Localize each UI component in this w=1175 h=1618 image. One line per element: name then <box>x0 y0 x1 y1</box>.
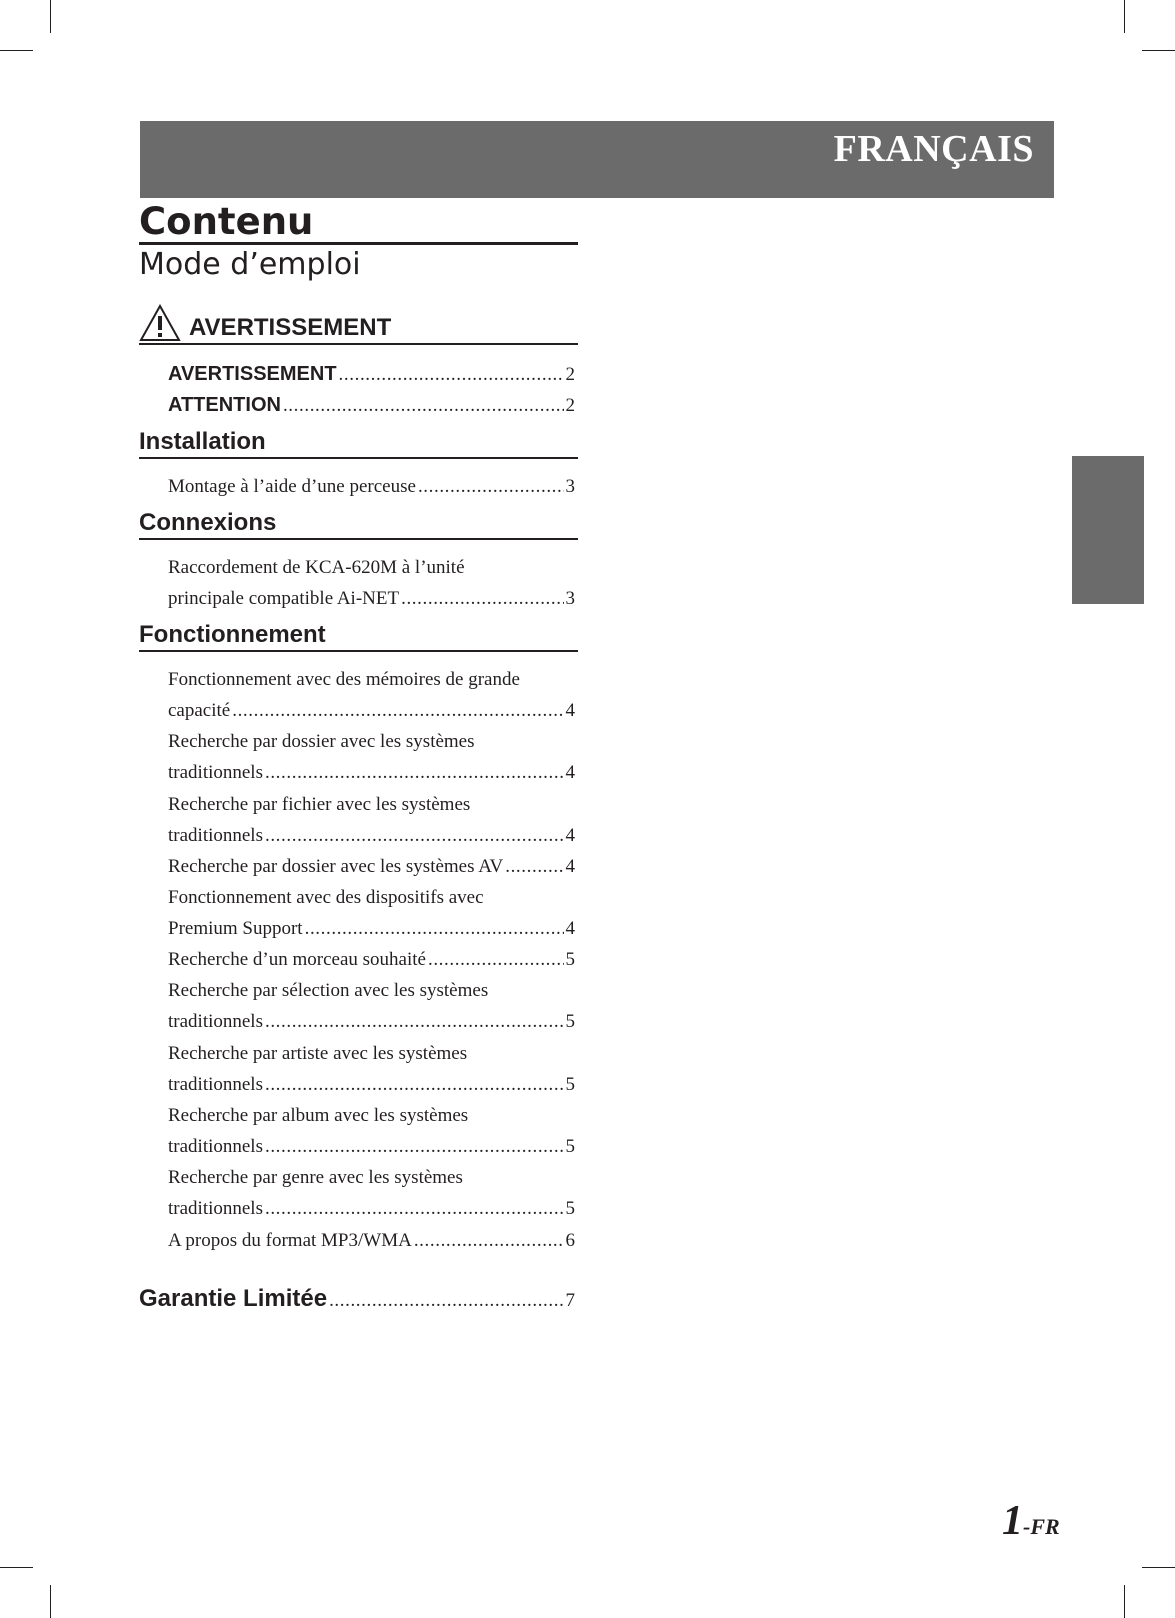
toc-entry[interactable]: AVERTISSEMENT ..... 2 <box>168 362 575 387</box>
section-heading-warning: AVERTISSEMENT <box>139 304 578 345</box>
toc-entry[interactable]: traditionnels ..... 5 <box>168 1135 575 1159</box>
toc-entry-line1[interactable]: Raccordement de KCA-620M à l’unité <box>168 557 465 578</box>
toc-entry[interactable]: Montage à l’aide d’une perceuse ..... 3 <box>168 475 575 499</box>
toc-entry[interactable]: capacité ..... 4 <box>168 699 575 723</box>
crop-mark <box>1142 1567 1175 1568</box>
section-heading-fonctionnement: Fonctionnement <box>139 621 578 652</box>
toc-entry[interactable]: Recherche d’un morceau souhaité ..... 5 <box>168 948 575 972</box>
toc-entry[interactable]: ATTENTION ..... 2 <box>168 393 575 418</box>
toc-entry[interactable]: Premium Support ..... 4 <box>168 917 575 941</box>
toc-entry[interactable]: A propos du format MP3/WMA ..... 6 <box>168 1229 575 1253</box>
crop-mark <box>50 1585 51 1618</box>
toc-entry-line1[interactable]: Fonctionnement avec des mémoires de grande <box>168 669 520 690</box>
section-heading-connexions: Connexions <box>139 509 578 540</box>
language-header-bar <box>140 121 1054 198</box>
toc-entry-line1[interactable]: Recherche par dossier avec les systèmes <box>168 731 475 752</box>
side-thumb-tab <box>1072 456 1144 604</box>
crop-mark <box>50 0 51 33</box>
toc-entry[interactable]: Recherche par dossier avec les systèmes AV ..... 4 <box>168 855 575 879</box>
toc-entry[interactable]: traditionnels ..... 5 <box>168 1197 575 1221</box>
toc-entry[interactable]: traditionnels ..... 4 <box>168 824 575 848</box>
toc-entry[interactable]: traditionnels ..... 4 <box>168 761 575 785</box>
page-number: 1-FR <box>1002 1498 1060 1544</box>
crop-mark <box>0 50 33 51</box>
toc-entry-line1[interactable]: Recherche par genre avec les systèmes <box>168 1167 463 1188</box>
warning-triangle-icon <box>139 304 181 342</box>
toc-entry[interactable]: traditionnels ..... 5 <box>168 1073 575 1097</box>
section-heading-installation: Installation <box>139 428 578 459</box>
toc-entry-line1[interactable]: Recherche par fichier avec les systèmes <box>168 794 471 815</box>
toc-entry-line1[interactable]: Fonctionnement avec des dispositifs avec <box>168 887 484 908</box>
crop-mark <box>0 1567 33 1568</box>
language-title: FRANÇAIS <box>833 128 1034 170</box>
page-title: Contenu <box>139 198 578 245</box>
crop-mark <box>1124 1585 1125 1618</box>
crop-mark <box>1142 50 1175 51</box>
toc-entry[interactable]: principale compatible Ai-NET ..... 3 <box>168 587 575 611</box>
toc-entry-line1[interactable]: Recherche par album avec les systèmes <box>168 1105 469 1126</box>
toc-entry[interactable]: traditionnels ..... 5 <box>168 1010 575 1034</box>
toc-entry-garantie[interactable]: Garantie Limitée ..... 7 <box>139 1285 575 1313</box>
page-subtitle: Mode d’emploi <box>139 247 361 282</box>
toc-entry-line1[interactable]: Recherche par sélection avec les systèmes <box>168 980 489 1001</box>
crop-mark <box>1124 0 1125 33</box>
toc-entry-line1[interactable]: Recherche par artiste avec les systèmes <box>168 1043 468 1064</box>
